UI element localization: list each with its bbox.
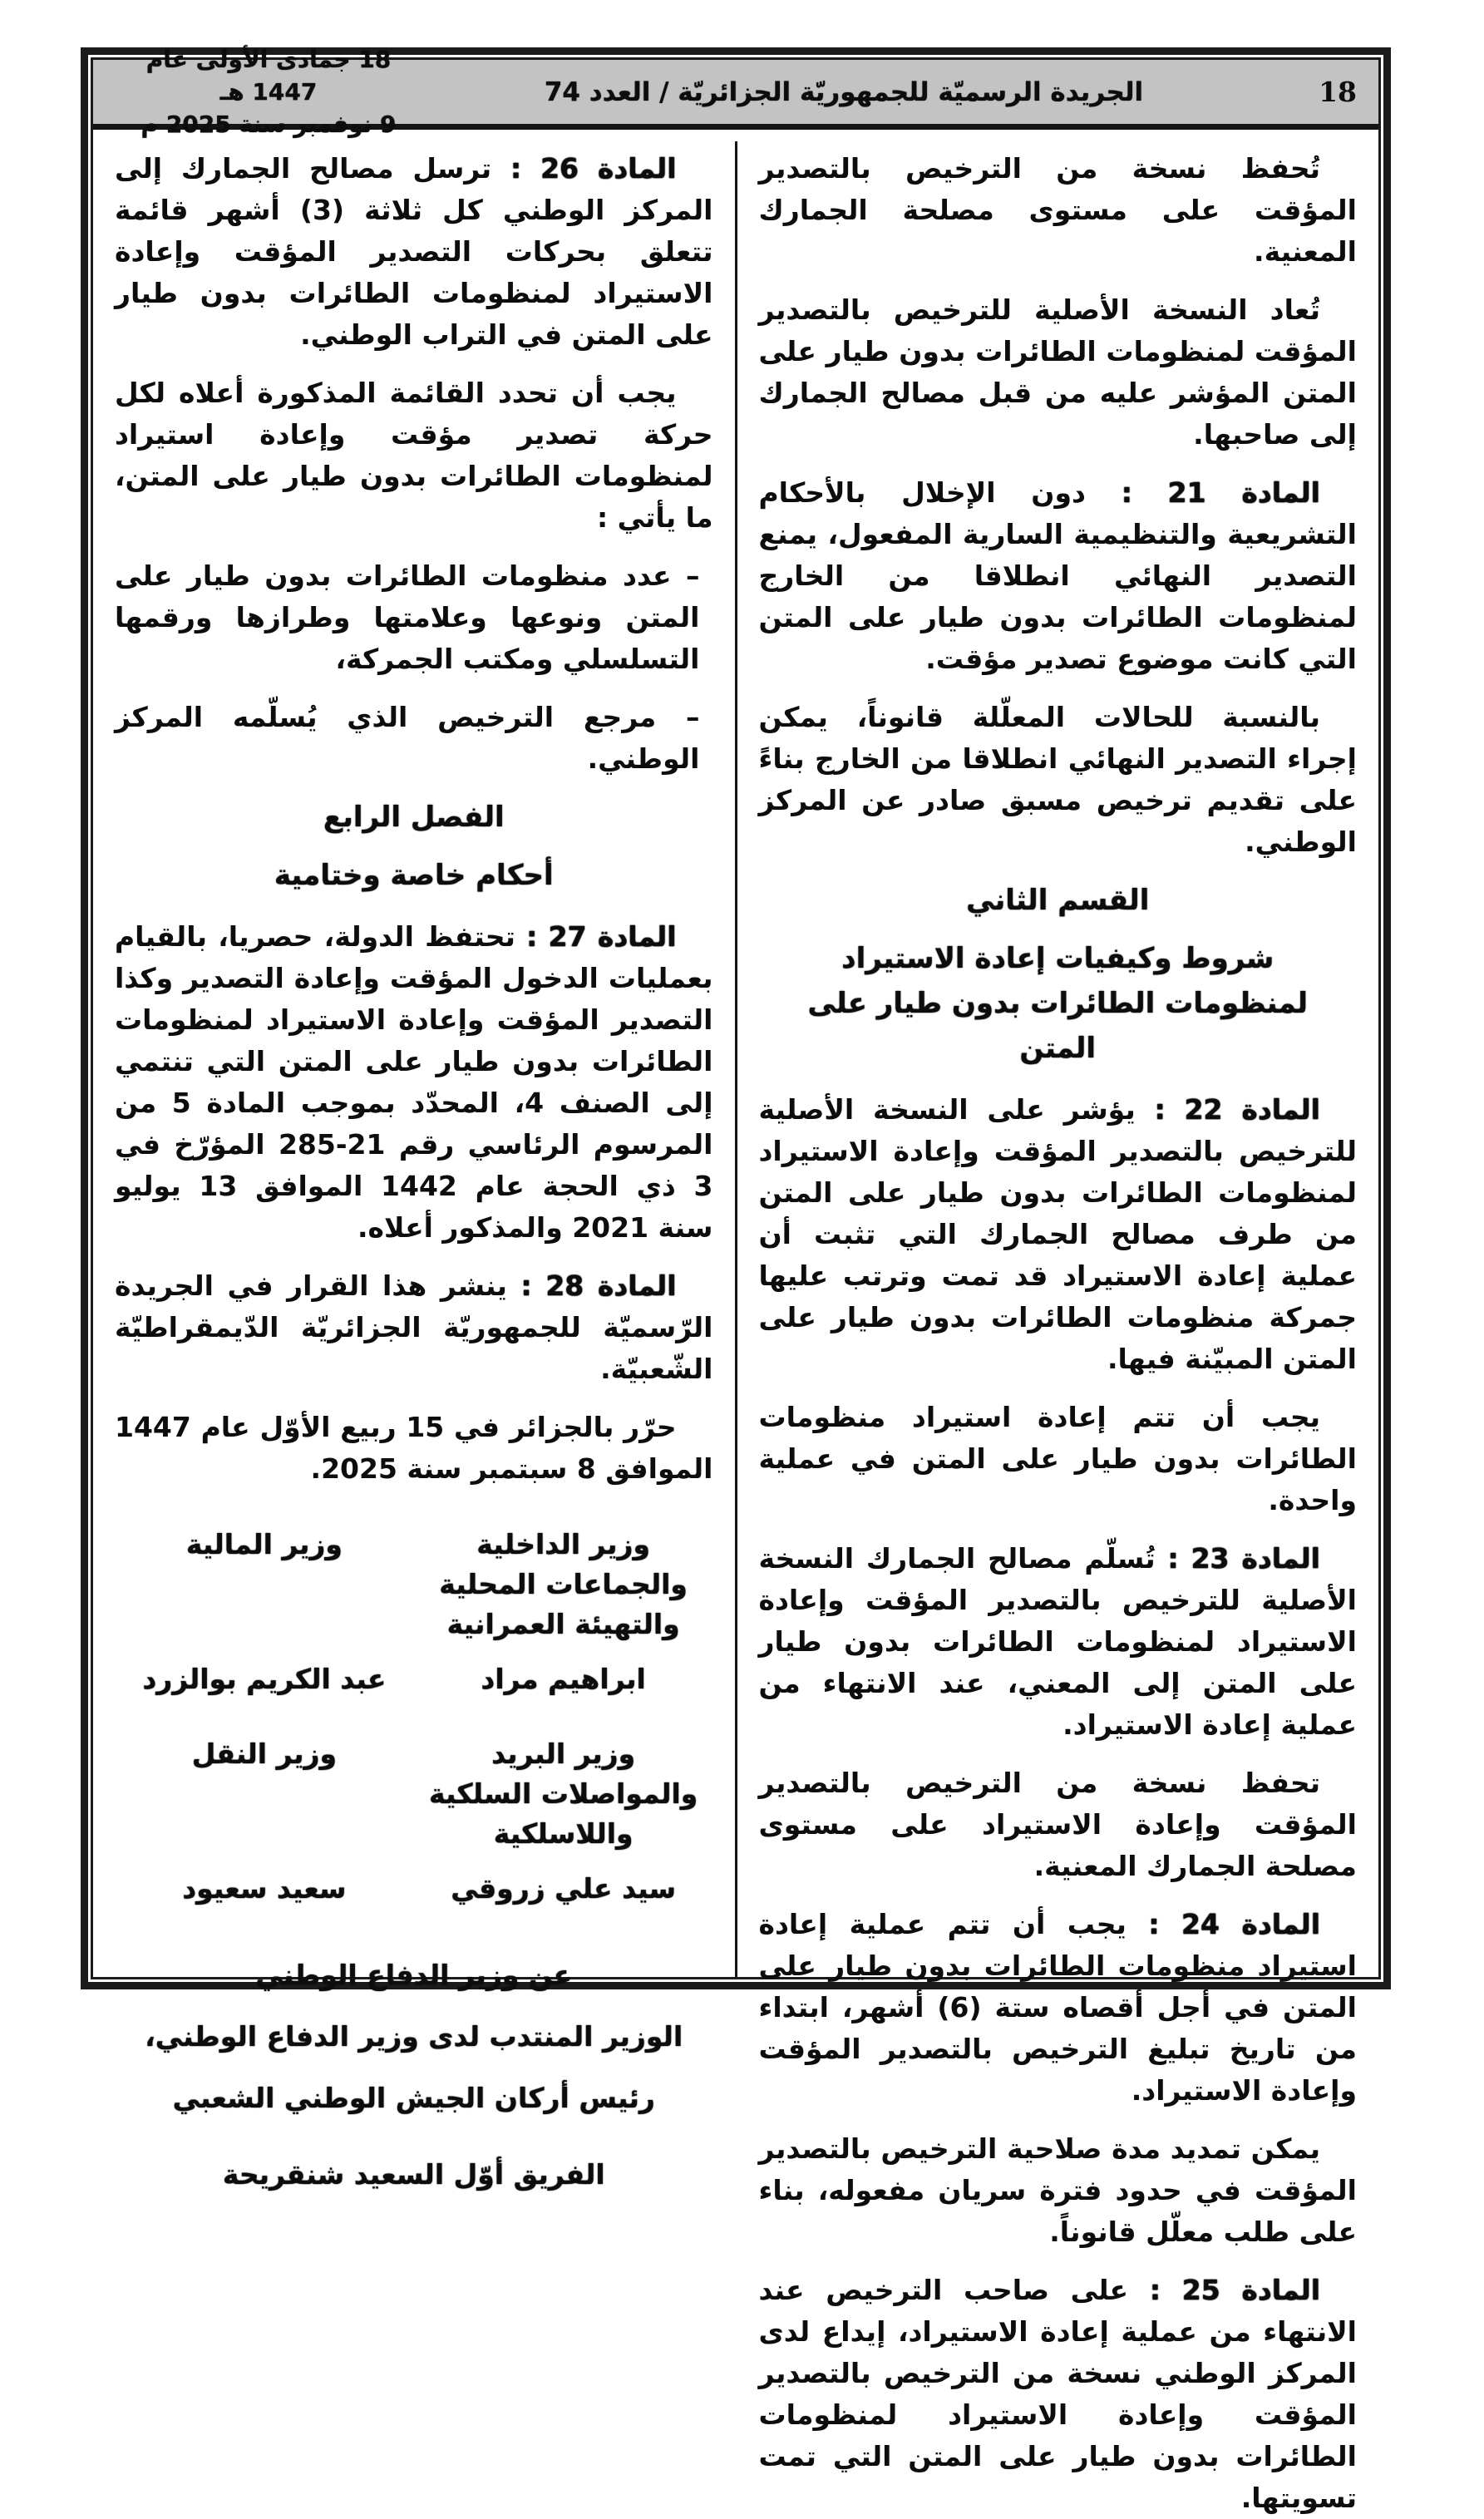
column-divider: [735, 141, 737, 1977]
signature-name: ابراهيم مراد: [481, 1663, 646, 1695]
issue-dates: [115, 43, 422, 141]
signature-titles-row: [115, 1734, 713, 1854]
paragraph: يجب أن تحدد القائمة المذكورة أعلاه لكل حركة تصدير مؤقت وإعادة استيراد لمنظومات الطائرات بدون طيار على المتن، ما يأتي :: [115, 377, 713, 534]
signature-name: سيد علي زروقي: [451, 1872, 677, 1905]
section-heading: الفصل الرابع: [323, 801, 505, 834]
paragraph: تُعاد النسخة الأصلية للترخيص بالتصدير المؤقت لمنظومات الطائرات بدون طيار على المتن المؤشر عليه من قبل مصالح الجمارك إلى صاحبها.: [758, 293, 1357, 451]
article-number: المادة 21 :: [1121, 476, 1320, 509]
signature-title: وزير البريد والمواصلات السلكية واللاسلكية: [428, 1738, 698, 1850]
masthead: [93, 45, 1378, 139]
closing-signature-line: الفريق أوّل السعيد شنقريحة: [222, 2158, 605, 2191]
page-body: [93, 130, 1378, 2514]
closing-signature-block: [115, 1955, 713, 2195]
paragraph: يجب أن تتم إعادة استيراد منظومات الطائرات بدون طيار على المتن في عملية واحدة.: [758, 1401, 1357, 1516]
signature-name: سعيد سعيود: [182, 1872, 347, 1905]
page-frame-inner: [91, 45, 1381, 2514]
closing-signature-line: الوزير المنتدب لدى وزير الدفاع الوطني،: [145, 2020, 683, 2053]
signature-title: وزير المالية: [185, 1528, 343, 1560]
article-number: المادة 27 :: [526, 920, 677, 953]
signature-names-row: [115, 1869, 713, 1909]
paragraph: تُحفظ نسخة من الترخيص بالتصدير المؤقت على مستوى مصلحة الجمارك المعنية.: [758, 152, 1357, 268]
article-number: المادة 23 :: [1167, 1542, 1320, 1575]
paragraph: المادة 22 : يؤشر على النسخة الأصلية للترخيص بالتصدير المؤقت وإعادة الاستيراد لمنظومات الطائرات بدون طيار على المتن من طرف مصالح الجمارك التي تثبت أن عملية إعادة الاستيراد قد تمت وترتب عليها جمركة منظومات الطائرات بدون طيار على المتن المبيّنة فيها.: [758, 1093, 1357, 1375]
paragraph: المادة 25 : على صاحب الترخيص عند الانتهاء من عملية إعادة الاستيراد، إيداع لدى المركز الوطني نسخة من الترخيص بالتصدير المؤقت وإعادة الاستيراد لمنظومات الطائرات بدون طيار على المتن التي تمت تسويتها.: [758, 2274, 1357, 2514]
signature-title: وزير الداخلية والجماعات المحلية والتهيئة العمرانية: [439, 1528, 688, 1640]
section-heading: شروط وكيفيات إعادة الاستيراد لمنظومات الطائرات بدون طيار على المتن: [807, 942, 1309, 1065]
paragraph: المادة 27 : تحتفظ الدولة، حصريا، بالقيام بعمليات الدخول المؤقت وإعادة التصدير وكذا التصدير المؤقت وإعادة الاستيراد لمنظومات الطائرات بدون طيار على المتن التي تنتمي إلى الصنف 4، المحدّد بموجب المادة 5 من المرسوم الرئاسي رقم 21-285 المؤرّخ في 3 ذي الحجة عام 1442 الموافق 13 يوليو سنة 2021 والمذكور أعلاه.: [115, 920, 713, 1244]
signature-names-row: [115, 1659, 713, 1699]
journal-title: الجريدة الرسميّة للجمهوريّة الجزائريّة / العدد 74: [544, 76, 1144, 107]
column-left: [93, 141, 735, 2191]
paragraph: المادة 21 : دون الإخلال بالأحكام التشريعية والتنظيمية السارية المفعول، يمنع التصدير النهائي انطلاقا من الخارج لمنظومات الطائرات بدون طيار على المتن التي كانت موضوع تصدير مؤقت.: [758, 476, 1357, 675]
closing-signature-line: رئيس أركان الجيش الوطني الشعبي: [172, 2082, 655, 2114]
article-number: المادة 25 :: [1149, 2274, 1321, 2306]
signature-titles-row: [115, 1525, 713, 1644]
paragraph: المادة 28 : ينشر هذا القرار في الجريدة الرّسميّة للجمهوريّة الجزائريّة الدّيمقراطيّة الشّعبيّة.: [115, 1269, 713, 1385]
paragraph: المادة 24 : يجب أن تتم عملية إعادة استيراد منظومات الطائرات بدون طيار على المتن في أجل أقصاه ستة (6) أشهر، ابتداء من تاريخ تبليغ الترخيص بالتصدير المؤقت وإعادة الاستيراد.: [758, 1908, 1357, 2107]
article-number: المادة 22 :: [1154, 1093, 1320, 1126]
list-item: – مرجع الترخيص الذي يُسلّمه المركز الوطني.: [115, 701, 700, 775]
section-heading: أحكام خاصة وختامية: [274, 859, 554, 892]
section-heading: القسم الثاني: [966, 884, 1150, 917]
signature-title: وزير النقل: [191, 1738, 338, 1770]
paragraph: المادة 26 : ترسل مصالح الجمارك إلى المركز الوطني كل ثلاثة (3) أشهر قائمة تتعلق بحركات التصدير المؤقت وإعادة الاستيراد لمنظومات الطائرات بدون طيار على المتن في التراب الوطني.: [115, 152, 713, 351]
paragraph: المادة 23 : تُسلّم مصالح الجمارك النسخة الأصلية للترخيص بالتصدير المؤقت وإعادة الاستيراد لمنظومات الطائرات بدون طيار على المتن إلى المعني، عند الانتهاء من عملية إعادة الاستيراد.: [758, 1542, 1357, 1741]
article-number: المادة 26 :: [510, 152, 677, 185]
page-number: 18: [1319, 76, 1357, 108]
article-number: المادة 28 :: [520, 1269, 677, 1302]
page-frame: [81, 45, 1391, 2514]
list-item: – عدد منظومات الطائرات بدون طيار على المتن ونوعها وعلامتها وطرازها ورقمها التسلسلي ومكتب الجمركة،: [115, 560, 700, 675]
closing-signature-line: عن وزير الدفاع الوطني: [255, 1959, 573, 1991]
column-right: [737, 141, 1379, 2514]
paragraph: يمكن تمديد مدة صلاحية الترخيص بالتصدير المؤقت في حدود فترة سريان مفعوله، بناء على طلب معلّل قانوناً.: [758, 2132, 1357, 2248]
signature-name: عبد الكريم بوالزرد: [142, 1663, 387, 1695]
article-number: المادة 24 :: [1148, 1908, 1320, 1940]
paragraph: بالنسبة للحالات المعلّلة قانوناً، يمكن إجراء التصدير النهائي انطلاقا من الخارج بناءً على تقديم ترخيص مسبق صادر عن المركز الوطني.: [758, 701, 1357, 858]
date-gregorian: 9 نوفمبر سنة 2025 م: [141, 111, 397, 139]
date-hijri: 18 جمادى الأولى عام 1447 هـ: [145, 45, 392, 106]
paragraph: تحفظ نسخة من الترخيص بالتصدير المؤقت وإعادة الاستيراد على مستوى مصلحة الجمارك المعنية.: [758, 1767, 1357, 1882]
paragraph: حرّر بالجزائر في 15 ربيع الأوّل عام 1447 الموافق 8 سبتمبر سنة 2025.: [115, 1411, 713, 1485]
